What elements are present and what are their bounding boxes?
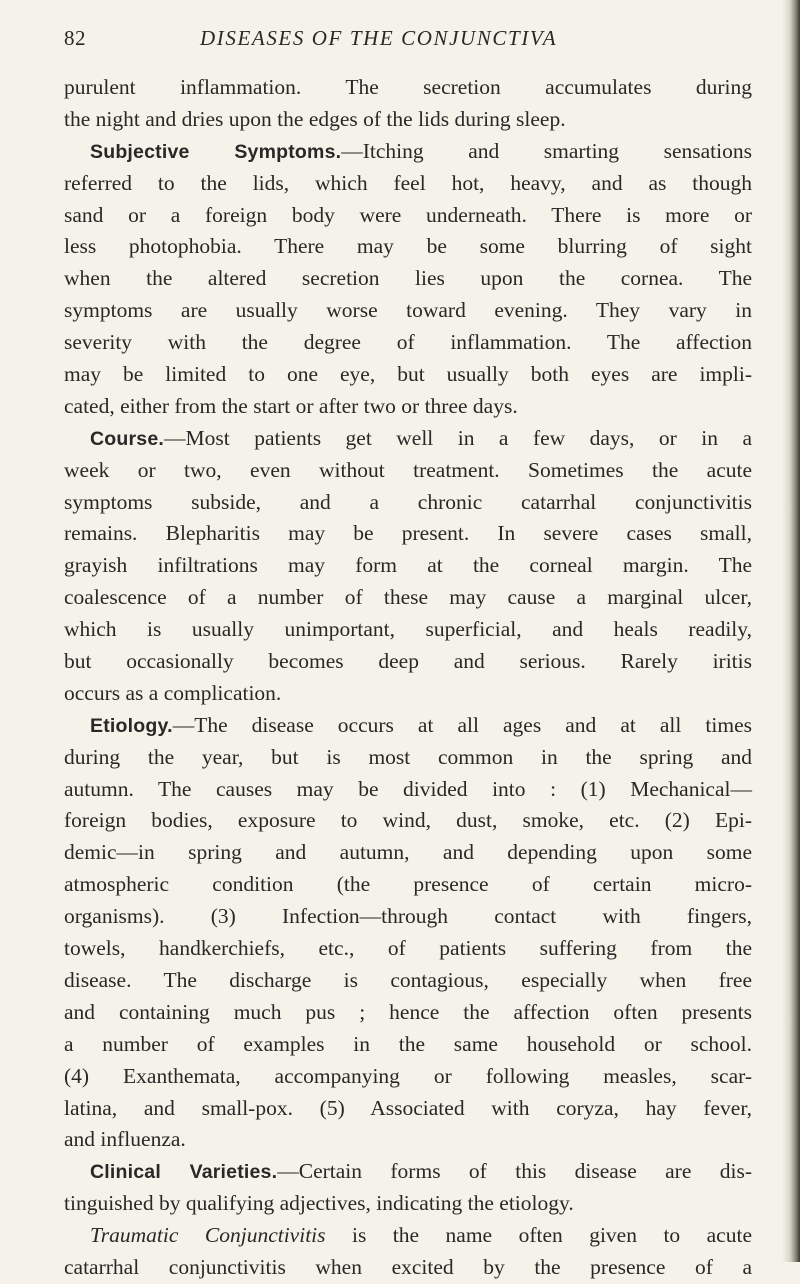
text-line: the night and dries upon the edges of the lids during sleep.: [64, 106, 566, 131]
text-line: cated, either from the start or after two or three days.: [64, 393, 518, 418]
text-line: Clinical Varieties.—Certain forms of this disease are dis-: [90, 1159, 753, 1184]
text-line: which is usually unimportant, superficial, and heals readily,: [64, 617, 752, 642]
text-line: organisms). (3) Infection—through contact with fingers,: [64, 904, 752, 929]
text-line: towels, handkerchiefs, etc., of patients suffering from the: [64, 936, 752, 961]
section-heading-course: Course.: [90, 427, 165, 450]
text-line: Course.—Most patients get well in a few days, or in a: [90, 425, 752, 450]
text-line: symptoms are usually worse toward evening. They vary in: [64, 298, 752, 323]
body-text: [64, 72, 752, 1284]
page-header: [64, 26, 752, 56]
text-line: latina, and small-pox. (5) Associated with coryza, hay fever,: [64, 1095, 752, 1120]
text-line: Traumatic Conjunctivitis is the name often given to acute: [90, 1223, 752, 1248]
text-line: atmospheric condition (the presence of certain micro-: [64, 872, 752, 897]
section-heading-clinical-varieties: Clinical Varieties.: [90, 1161, 278, 1184]
text-line: referred to the lids, which feel hot, heavy, and as though: [64, 170, 752, 195]
text-line: remains. Blepharitis may be present. In severe cases small,: [64, 521, 752, 546]
text-line: when the altered secretion lies upon the cornea. The: [64, 266, 752, 291]
text-line: but occasionally becomes deep and serious. Rarely iritis: [64, 649, 752, 674]
text-line: symptoms subside, and a chronic catarrhal conjunctivitis: [64, 489, 752, 514]
text-line: week or two, even without treatment. Sometimes the acute: [64, 457, 752, 482]
text-line: catarrhal conjunctivitis when excited by the presence of a: [64, 1254, 752, 1279]
text-line: and containing much pus ; hence the affection often presents: [64, 999, 752, 1024]
text-line: sand or a foreign body were underneath. There is more or: [64, 202, 752, 227]
text-line: less photophobia. There may be some blurring of sight: [64, 234, 752, 259]
text-line: and influenza.: [64, 1127, 186, 1152]
section-heading-etiology: Etiology.: [90, 714, 173, 737]
term-traumatic-conjunctivitis: Traumatic Conjunctivitis: [90, 1223, 326, 1248]
text-line: a number of examples in the same household or school.: [64, 1031, 752, 1056]
text-line: (4) Exanthemata, accompanying or following measles, scar-: [64, 1063, 752, 1088]
text-line: coalescence of a number of these may cause a marginal ulcer,: [64, 585, 752, 610]
text-line: grayish infiltrations may form at the corneal margin. The: [64, 553, 752, 578]
text-line: purulent inflammation. The secretion accumulates during: [64, 75, 752, 99]
section-heading-subjective-symptoms: Subjective Symptoms.: [90, 140, 342, 163]
text-line: occurs as a complication.: [64, 680, 282, 705]
text-line: disease. The discharge is contagious, especially when free: [64, 967, 752, 992]
running-title: DISEASES OF THE CONJUNCTIVA: [200, 26, 558, 50]
page-edge-shadow: [782, 0, 800, 1262]
text-line: Subjective Symptoms.—Itching and smarting sensations: [90, 138, 752, 163]
text-line: severity with the degree of inflammation. The affection: [64, 330, 752, 355]
text-line: tinguished by qualifying adjectives, indicating the etiology.: [64, 1191, 574, 1216]
text-line: Etiology.—The disease occurs at all ages and at all times: [90, 712, 752, 737]
text-line: autumn. The causes may be divided into : (1) Mechanical—: [64, 776, 752, 801]
page-number: 82: [64, 26, 86, 50]
text-line: foreign bodies, exposure to wind, dust, smoke, etc. (2) Epi-: [64, 808, 752, 833]
text-line: may be limited to one eye, but usually both eyes are impli-: [64, 362, 752, 387]
text-line: demic—in spring and autumn, and depending upon some: [64, 840, 752, 865]
text-line: during the year, but is most common in the spring and: [64, 744, 752, 769]
